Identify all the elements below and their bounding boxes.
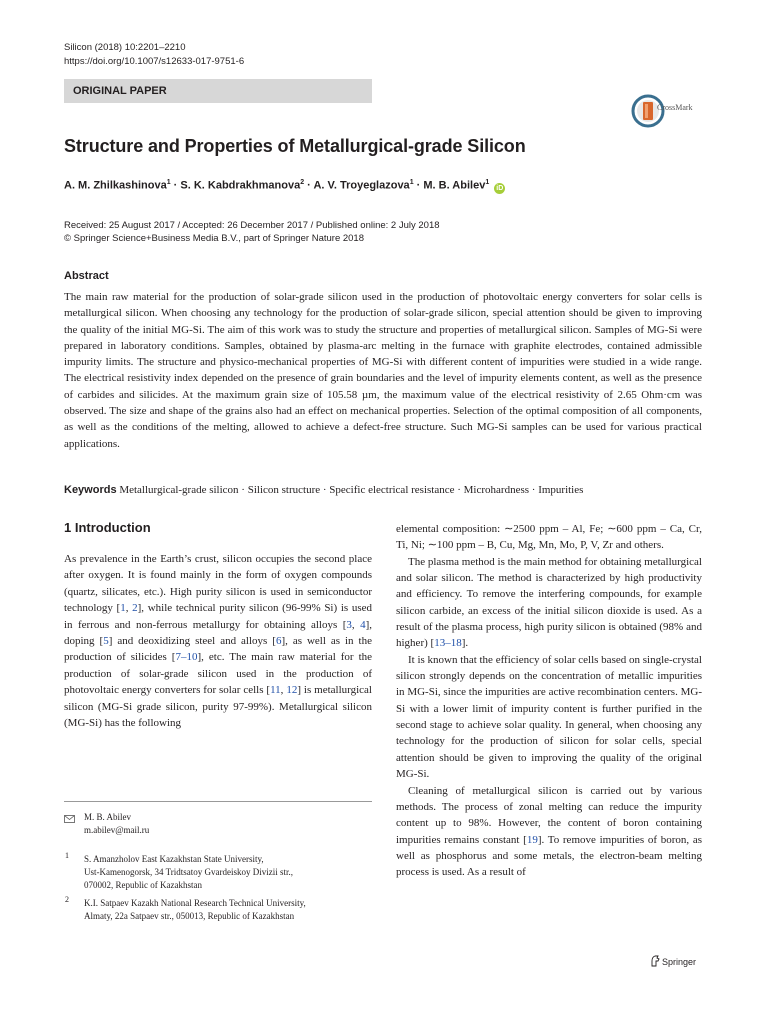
doi-link[interactable]: https://doi.org/10.1007/s12633-017-9751-6 (64, 56, 245, 67)
affiliation-mark: 2 (65, 895, 69, 904)
abstract-text: The main raw material for the production of solar-grade silicon used in the production of photovoltaic energy converters for solar cells is metallurgical silicon. When choosing any technology for the production of solar-grade silicon, special attention should be given to improving the quality of the initial MG-Si. The aim of this work was to study the structure and properties of metallurgical silicon. Samples of MG-Si were prepared in laboratory conditions. Samples, obtained by plasma-arc melting in the furnace with graphite electrodes, contained admissible impurity limits. The structure and physico-mechanical properties of MG-Si with different content of impurities were studied in a wide range. The electrical resistivity index depended on the presence of grain boundaries and the level of impurity elements content, as well as the presence of carbides and silicides. At the maximum grain size of 105.58 µm, the maximum value of the electrical resistivity of 2.65 Ohm·cm was observed. The size and shape of the grains also had an effect on mechanical properties. Selection of the optimal composition of all components, as well as the conditions of the melting, allowed to achieve a defect-free structure. Such MG-Si samples can be used for various practical applications. (64, 291, 702, 450)
citation-link[interactable]: 3 (346, 618, 352, 631)
author-name: M. B. Abilev (423, 179, 486, 192)
author-list: A. M. Zhilkashinova$^1$ · S. K. Kabdrakhmanova$^2$ · A. V. Troyeglazova$^1$ · M. B. Abilev$^1$ iD (64, 179, 504, 192)
citation-link[interactable]: 13–18 (434, 637, 462, 650)
affiliation-line: K.I. Satpaev Kazakh National Research Technical University, (84, 898, 306, 908)
body-paragraph: Cleaning of metallurgical silicon is carried out by various methods. The process of zonal melting can reduce the impurity content up to 98%. However, the content of boron containing impurities remains constant [19]. To remove impurities of boron, as well as phosphorus and some metals, the electron-beam melting process is used. As a result of (396, 784, 703, 879)
affiliation-mark: 1 (65, 851, 69, 860)
contact-name: M. B. Abilev (84, 812, 132, 822)
affiliation-line: Almaty, 22a Satpaev str., 050013, Republic of Kazakhstan (84, 911, 295, 921)
right-column (396, 521, 702, 881)
left-column (64, 551, 372, 731)
author-affiliation-mark: 1 (409, 179, 414, 186)
paper-type-banner: ORIGINAL PAPER (64, 79, 372, 103)
footnote-divider (64, 801, 372, 802)
intro-paragraph: As prevalence in the Earth’s crust, silicon occupies the second place after oxygen. It is found mainly in the form of oxygen compounds (quartz, silicates, etc.). High purity silicon is used in semiconductor technology [1, 2], while technical purity silicon (96-99% Si) is used in ferrous and non-ferrous metallurgy for obtaining alloys [3, 4], doping [5] and deoxidizing steel and alloys [6], as well as in the production of silicides [7–10], etc. The main raw material for the production of solar-grade silicon used in the production of photovoltaic energy converters for solar cells [11, 12] is metallurgical silicon (MG-Si grade silicon, purity 97-99%). Metallurgical silicon (MG-Si) has the following (64, 553, 373, 730)
citation-link[interactable]: 12 (286, 684, 298, 697)
orcid-icon[interactable]: iD (496, 184, 504, 192)
author-affiliation-mark: 1 (485, 179, 490, 186)
body-paragraph: The plasma method is the main method for obtaining metallurgical and solar silicon. The method is characterized by high productivity and efficiency. To remove the interfering compounds, for example silicon carbide, an excess of the initial silicon dioxide is used. As a result of the plasma process, high purity silicon is obtained (98% and higher) [13–18]. (396, 555, 702, 650)
author-name: A. V. Troyeglazova (313, 179, 410, 192)
crossmark-label: CrossMark (657, 103, 693, 112)
envelope-icon (64, 815, 75, 823)
citation-link[interactable]: 19 (526, 833, 538, 846)
keywords-line (64, 484, 583, 496)
affiliation-line: 070002, Republic of Kazakhstan (84, 880, 202, 890)
citation-link[interactable]: 1 (120, 602, 126, 615)
citation-link[interactable]: 4 (360, 618, 366, 631)
contact-email[interactable]: m.abilev@mail.ru (84, 825, 150, 835)
keywords-text: Metallurgical-grade silicon · Silicon structure · Specific electrical resistance · Microhardness · Impurities (119, 484, 584, 496)
affiliation-1 (84, 853, 293, 892)
citation-link[interactable]: 2 (132, 602, 138, 615)
affiliation-line: S. Amanzholov East Kazakhstan State University, (84, 854, 264, 864)
body-paragraph: elemental composition: ∼2500 ppm – Al, Fe; ∼600 ppm – Ca, Cr, Ti, Ni; ∼100 ppm – B, Cu, Mg, Mn, Mo, P, V, Zr and others. (396, 523, 702, 552)
abstract-heading: Abstract (64, 270, 109, 282)
body-paragraph: It is known that the efficiency of solar cells based on single-crystal silicon strongly depends on the concentration of metallic impurities in MG-Si, since the impurities are active recombination centers. MG-Si with a lower limit of impurity content is further purified in the second stage to achieve solar quality. In general, when choosing any technology for the production of silicon for solar cells, special attention should be given to improving the quality of the original MG-Si. (396, 653, 702, 781)
journal-citation: Silicon (2018) 10:2201–2210 (64, 42, 186, 53)
springer-horse-icon (650, 955, 660, 967)
author-affiliation-mark: 1 (166, 179, 171, 186)
citation-link[interactable]: 5 (103, 635, 109, 648)
paper-title: Structure and Properties of Metallurgical-grade Silicon (64, 136, 526, 156)
copyright-line: © Springer Science+Business Media B.V., part of Springer Nature 2018 (64, 233, 364, 244)
received-dates: Received: 25 August 2017 / Accepted: 26 December 2017 / Published online: 2 July 2018 (64, 220, 440, 231)
publisher-footer (650, 955, 696, 967)
publisher-name: Springer (662, 957, 697, 967)
author-affiliation-mark: 2 (300, 179, 305, 186)
citation-link[interactable]: 11 (270, 684, 281, 697)
citation-link[interactable]: 7–10 (175, 651, 198, 664)
affiliation-line: Ust-Kamenogorsk, 34 Tridtsatoy Gvardeiskoy Divizii str., (84, 867, 293, 877)
author-name: S. K. Kabdrakhmanova (180, 179, 301, 192)
author-name: A. M. Zhilkashinova (64, 179, 167, 192)
section-heading: 1 Introduction (64, 520, 151, 535)
publication-dates (64, 219, 440, 245)
corresponding-author (84, 811, 149, 837)
affiliation-2 (84, 897, 306, 923)
keywords-label: Keywords (64, 484, 117, 496)
citation-link[interactable]: 6 (275, 635, 282, 648)
